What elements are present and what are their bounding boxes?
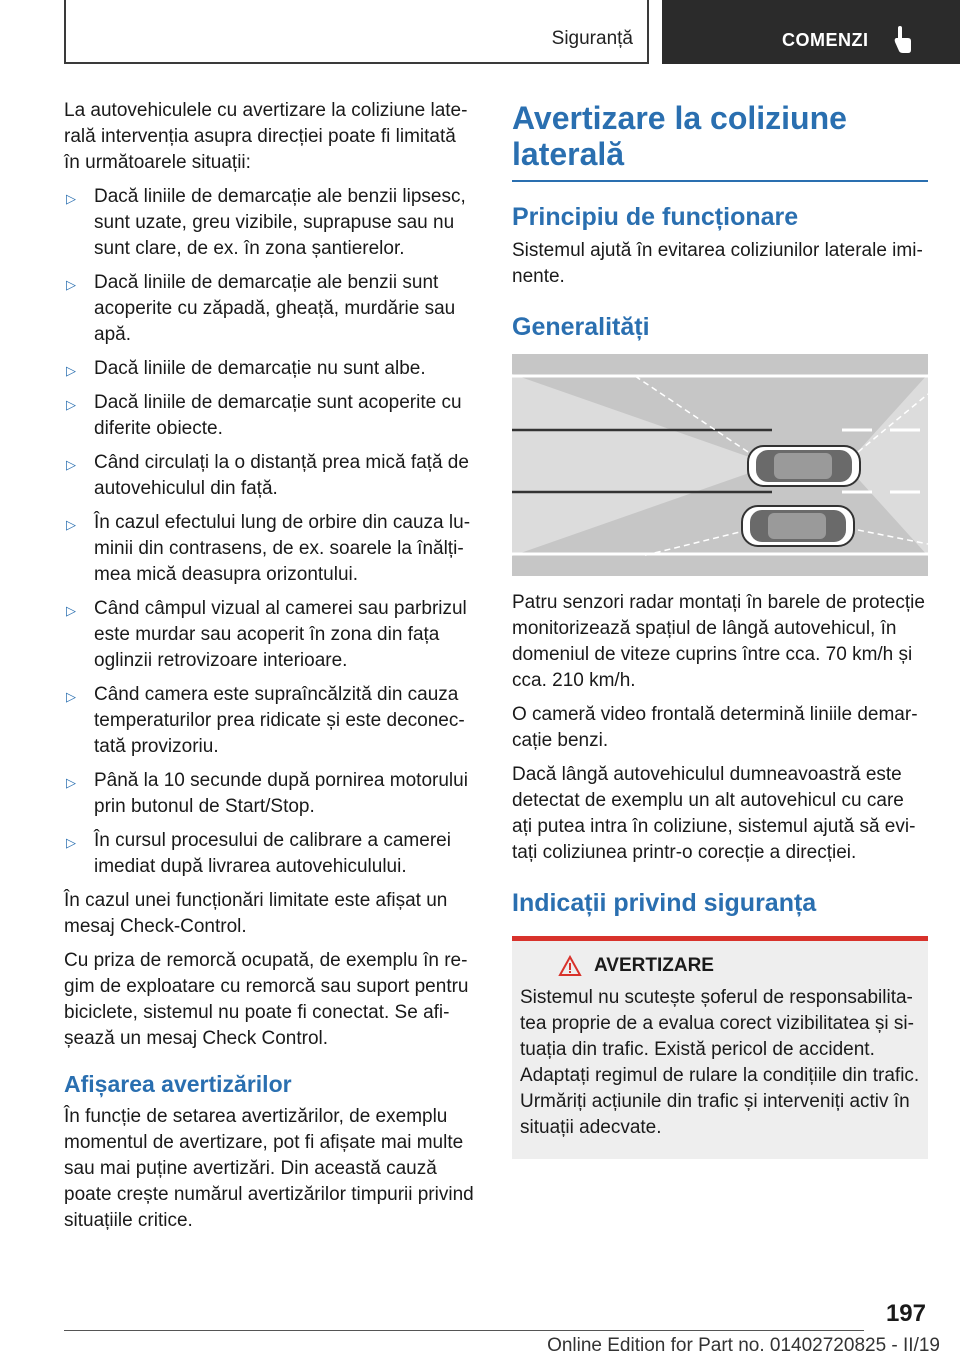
header-section-tab [64,0,649,64]
list-item: ▷ În cazul efectului lung de orbire din cauza luminii din contrasens, de ex. soarele la înălțimea mică deasupra orizontului. [66,512,471,585]
triangle-bullet-icon: ▷ [66,603,76,618]
chapter-title: COMENZI [782,30,869,50]
list-item: ▷ Dacă liniile de demarcație sunt acoperite cu diferite obiecte. [66,392,462,439]
list-item: ▷ Dacă liniile de demarcație ale benzii sunt acoperite cu zăpadă, gheață, murdărie sau apă. [66,272,456,345]
warnings-display-heading: Afișarea avertizărilor [64,1071,292,1097]
triangle-bullet-icon: ▷ [66,277,76,292]
warning-header [558,953,920,979]
triangle-bullet-icon: ▷ [66,775,76,790]
triangle-bullet-icon: ▷ [66,191,76,206]
triangle-bullet-icon: ▷ [66,689,76,704]
header-chapter-tab [662,0,960,64]
list-item: ▷ Până la 10 secunde după pornirea motorului prin butonul de Start/Stop. [66,770,468,817]
footer-divider [64,1330,864,1331]
warning-box [512,936,928,1159]
triangle-bullet-icon: ▷ [66,457,76,472]
limitation-list [64,184,476,880]
edition-note: Online Edition for Part no. 01402720825 - II/19 [547,1335,940,1356]
radar-diagram [512,354,928,576]
page-title: Avertizare la coliziune laterală [512,100,847,172]
triangle-bullet-icon: ▷ [66,363,76,378]
radar-paragraph: Patru senzori radar montați în barele de protecție monitorizează spațiul de lângă autovehicul, în domeniul de viteze cuprins între cca. 70 km/h și cca. 210 km/h. [512,591,925,691]
intro-paragraph: La autovehiculele cu avertizare la coliziune laterală intervenția asupra direcției poate fi limitată în următoarele situații: [64,100,468,173]
warning-text: Sistemul nu scutește șoferul de responsabilitatea proprie de a evalua corect vizibilitatea și situația din trafic. Există pericol de accident. Adaptați regimul de rulare la condițiile din trafic. Urmăriți acțiunile din trafic și interveniți activ în situații adecvate. [520,986,920,1138]
page-number: 197 [885,1300,926,1327]
safety-heading: Indicații privind siguranța [512,888,817,917]
radar-illustration [512,354,928,576]
general-heading: Generalități [512,312,650,341]
section-title: Siguranță [551,28,633,49]
hand-pointer-icon [892,24,914,54]
right-column [512,100,928,1159]
principle-paragraph: Sistemul ajută în evitarea coliziunilor laterale iminente. [512,239,923,287]
list-item: ▷ Când câmpul vizual al camerei sau parbrizul este murdar sau acoperit în zona din fața oglinzii retrovizoare interioare. [66,598,467,671]
vehicle-bottom [742,506,854,546]
camera-paragraph: O cameră video frontală determină liniile demarcație benzi. [512,703,918,751]
list-item: ▷ Când circulați la o distanță prea mică față de autovehiculul din față. [66,452,469,499]
trailer-paragraph: Cu priza de remorcă ocupată, de exemplu în regim de exploatare cu remorcă sau suport pentru biciclete, sistemul nu poate fi conectat. Se afișează un mesaj Check Control. [64,950,469,1049]
principle-heading: Principiu de funcționare [512,202,799,231]
vehicle-top [748,446,860,486]
title-divider [512,180,928,182]
warnings-display-paragraph: În funcție de setarea avertizărilor, de exemplu momentul de avertizare, pot fi afișate mai multe sau mai puține avertizări. Din această cauză poate crește numărul avertizărilor timpurii privind situațiile critice. [64,1106,474,1231]
triangle-bullet-icon: ▷ [66,397,76,412]
warning-triangle-icon [558,955,582,977]
check-control-paragraph: În cazul unei funcționări limitate este afișat un mesaj Check-Control. [64,890,448,937]
list-item: ▷ În cursul procesului de calibrare a camerei imediat după livrarea autovehiculului. [66,830,451,877]
list-item: ▷ Dacă liniile de demarcație nu sunt albe. [64,356,476,382]
triangle-bullet-icon: ▷ [66,835,76,850]
list-item: ▷ Dacă liniile de demarcație ale benzii lipsesc, sunt uzate, greu vizibile, suprapuse sau nu sunt clare, de ex. în zona șantierelor. [66,186,466,259]
collision-paragraph: Dacă lângă autovehiculul dumneavoastră este detectat de exemplu un alt autovehicul cu care ați putea intra în coliziune, sistemul ajută să evitați coliziunea printr-o corecție a direcției. [512,763,916,863]
list-item: ▷ Când camera este supraîncălzită din cauza temperaturilor prea ridicate și este deconectată provizoriu. [66,684,465,757]
warning-title: AVERTIZARE [594,954,714,976]
triangle-bullet-icon: ▷ [66,517,76,532]
left-column [64,98,476,1242]
